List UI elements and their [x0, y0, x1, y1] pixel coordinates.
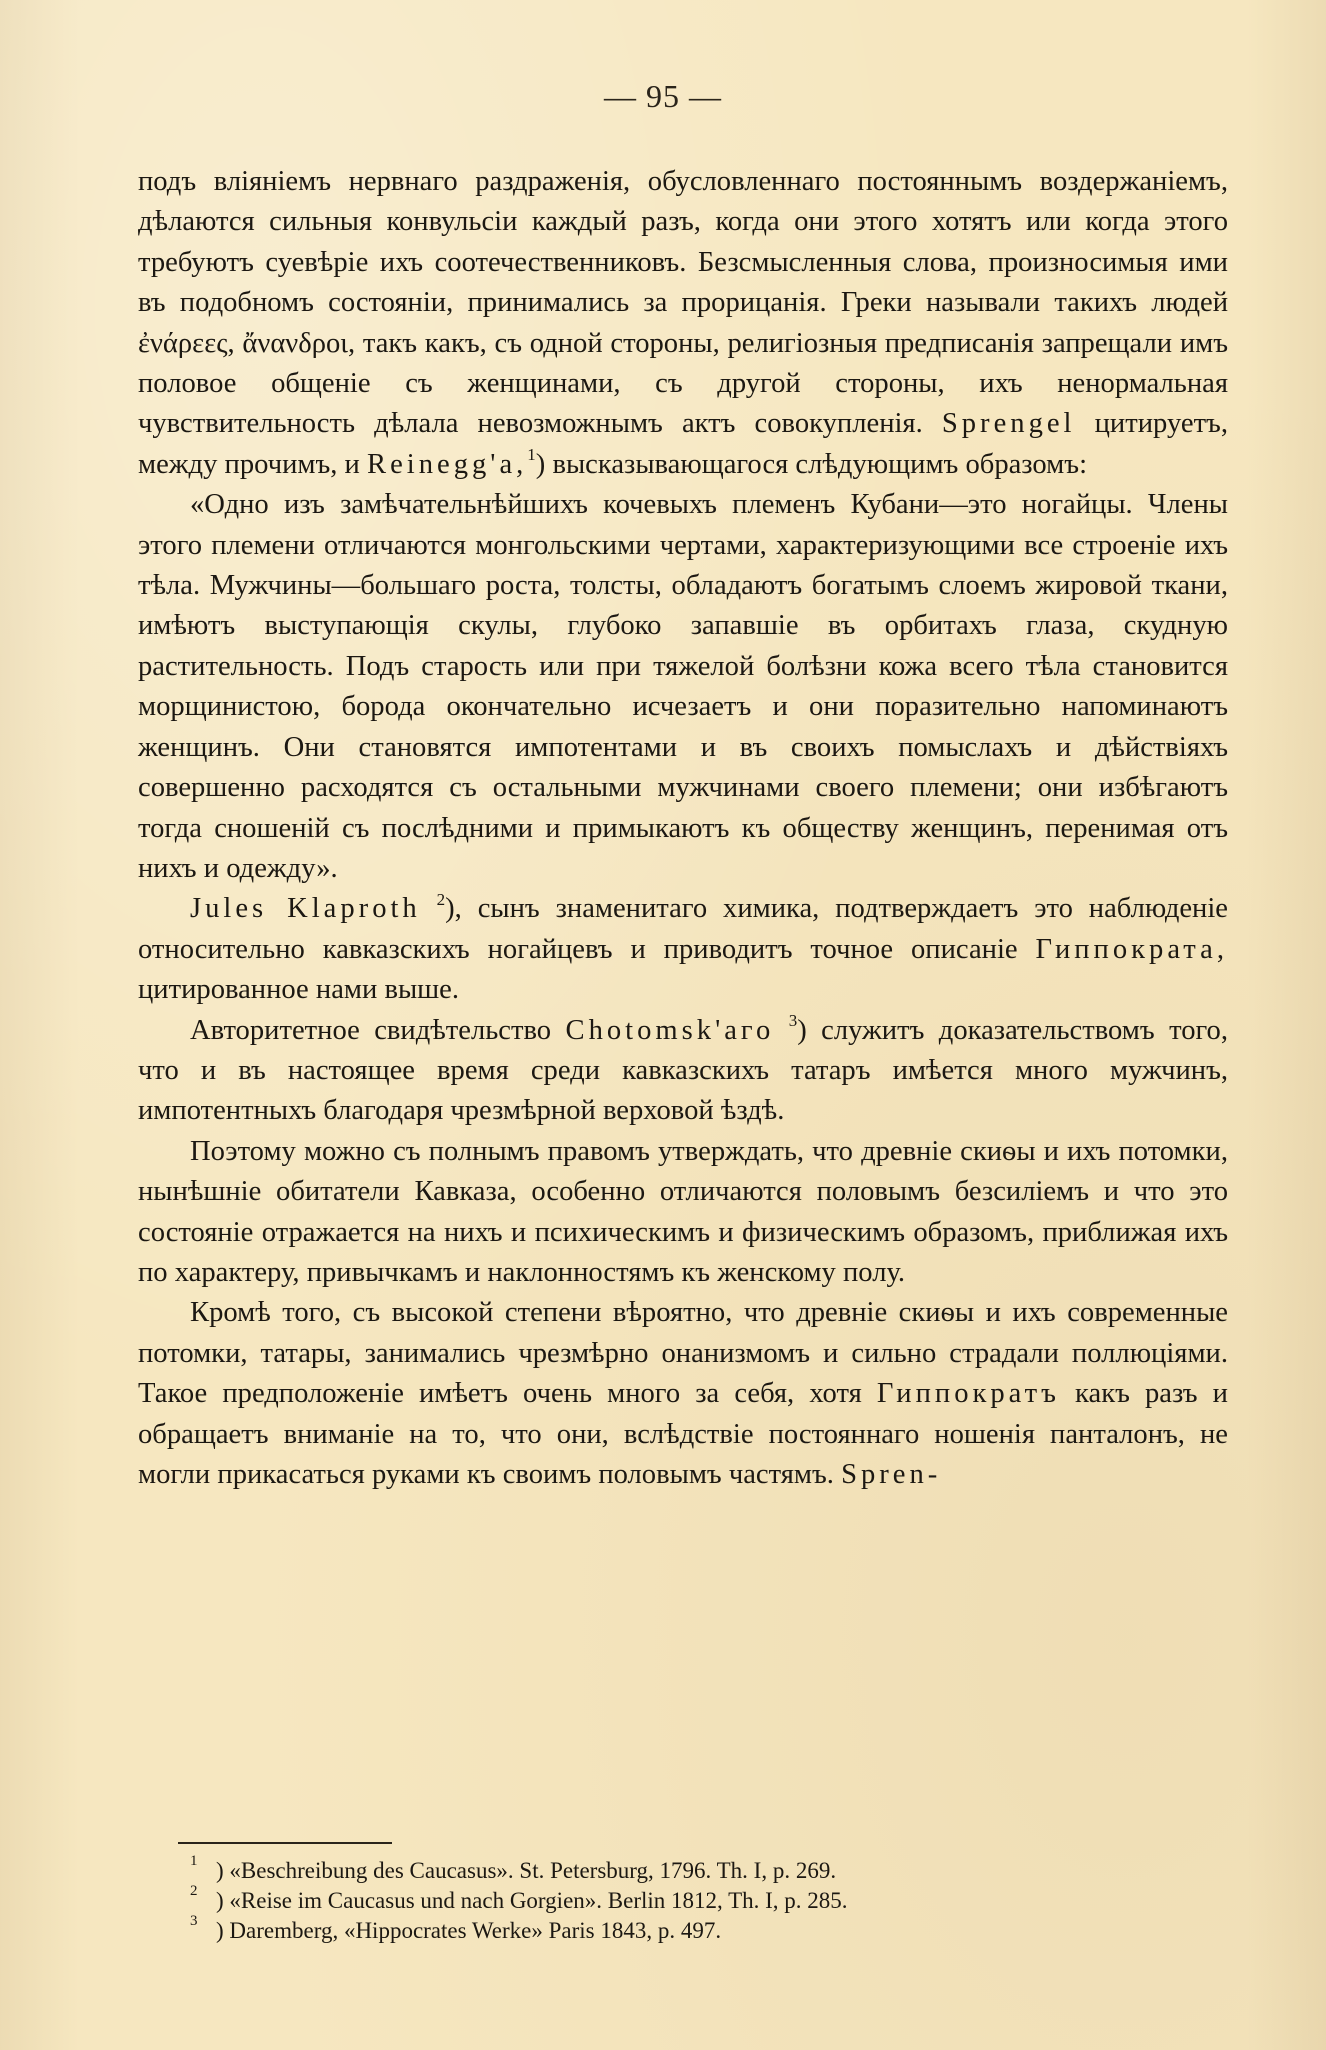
- paragraph: [138, 889, 1228, 1010]
- text-run: подъ вліяніемъ нервнаго раздраженія, обусловленнаго постояннымъ воздержаніемъ, дѣлаются сильныя конвульсіи каждый разъ, когда они этого хотятъ или когда этого требуютъ суевѣріе ихъ соотечественниковъ. Безсмысленныя слова, произносимыя ими въ подобномъ состояніи, принимались за прорицанія. Греки называли такихъ людей ἐνάρεες, ἄνανδροι, такъ какъ, съ одной стороны, религіозныя предписанія запрещали имъ половое общеніе съ женщинами, съ другой стороны, ихъ ненормальная чувствительность дѣлала невозможнымъ актъ совокупленія.: [138, 166, 1228, 440]
- paragraph: [138, 485, 1228, 889]
- paragraph: [138, 1132, 1228, 1294]
- paragraph: [138, 1011, 1228, 1132]
- footnote: [190, 1883, 1190, 1916]
- spaced-name: Chotomsk'аго: [565, 1014, 775, 1046]
- text-run: цитированное нами выше.: [138, 974, 460, 1006]
- page-number: — 95 —: [604, 78, 722, 114]
- spaced-name: Гиппократъ: [876, 1378, 1060, 1410]
- paragraph: [138, 1293, 1228, 1495]
- spaced-name: Spren-: [841, 1459, 942, 1490]
- footnote-text: ) «Beschreibung des Caucasus». St. Petersburg, 1796. Th. I, p. 269.: [216, 1858, 837, 1883]
- footnote-reference: 2: [436, 889, 446, 909]
- text-run: какъ разъ и обращаетъ вниманіе на то, что они, вслѣдствіе постояннаго ношенія панталонъ, не могли прикасаться руками къ своимъ половымъ частямъ.: [138, 1378, 1228, 1490]
- text-run: [421, 893, 437, 924]
- text-run: ) высказывающагося слѣдующимъ образомъ:: [535, 448, 1088, 480]
- text-run: «Одно изъ замѣчательнѣйшихъ кочевыхъ племенъ Кубани—это ногайцы. Члены этого племени отличаются монгольскими чертами, характеризующими все строеніе ихъ тѣла. Мужчины—большаго роста, толсты, обладаютъ богатымъ слоемъ жировой ткани, имѣютъ выступающія скулы, глубоко запавшіе въ орбитахъ глаза, скудную растительность. Подъ старость или при тяжелой болѣзни кожа всего тѣла становится морщинистою, борода окончательно исчезаетъ и они поразительно напоминаютъ женщинъ. Они становятся импотентами и въ своихъ помыслахъ и дѣйствіяхъ совершенно расходятся съ остальными мужчинами своего племени; они избѣгаютъ тогда сношеній съ послѣдними и примыкаютъ къ обществу женщинъ, перенимая отъ нихъ и одежду».: [138, 489, 1228, 884]
- text-run: Поэтому можно съ полнымъ правомъ утверждать, что древніе скиѳы и ихъ потомки, нынѣшніе обитатели Кавказа, особенно отличаются половымъ безсиліемъ и что это состояніе отражается на нихъ и психическимъ и физическимъ образомъ, приближая ихъ по характеру, привычкамъ и наклонностямъ къ женскому полу.: [138, 1135, 1228, 1288]
- text-run: Авторитетное свидѣтельство: [190, 1014, 566, 1046]
- footnote-divider: [178, 1842, 392, 1844]
- text-run: цитируетъ, между прочимъ, и: [138, 408, 1228, 480]
- spaced-name: Гиппократа,: [1035, 933, 1228, 965]
- footnote-mark: [190, 1853, 216, 1886]
- footnote-number: 3: [190, 1913, 198, 1930]
- text-run: ) служитъ доказательствомъ того, что и въ настоящее время среди кавказскихъ татаръ имѣется много мужчинъ, импотентныхъ благодаря чрезмѣрной верховой ѣздѣ.: [138, 1014, 1228, 1127]
- spaced-name: Jules Klaproth: [190, 893, 421, 925]
- footnote-mark: [190, 1913, 216, 1946]
- footnote-mark: [190, 1883, 216, 1916]
- footnote-number: 2: [190, 1883, 198, 1900]
- footnote: [190, 1913, 1190, 1946]
- spaced-name: Sprengel: [941, 408, 1076, 440]
- footnote-reference: 3: [788, 1011, 798, 1030]
- text-run: [774, 1015, 788, 1046]
- footnote-number: 1: [190, 1853, 198, 1870]
- footnote: [190, 1853, 1190, 1886]
- text-run: ), сынъ знаменитаго химика, подтверждаетъ это наблюденіе относительно кавказскихъ ногайцевъ и приводитъ точное описаніе: [138, 893, 1228, 965]
- spaced-name: Reinegg'a,: [367, 448, 528, 480]
- text-run: Кромѣ того, съ высокой степени вѣроятно, что древніе скиѳы и ихъ современные потомки, татары, занимались чрезмѣрно онанизмомъ и сильно страдали поллюціями. Такое предположеніе имѣетъ очень много за себя, хотя: [138, 1297, 1228, 1410]
- paragraph: [138, 162, 1228, 485]
- footnote-reference: 1: [527, 445, 536, 465]
- footnote-text: ) «Reise im Caucasus und nach Gorgien». Berlin 1812, Th. I, p. 285.: [216, 1888, 848, 1913]
- footnotes: [190, 1853, 1190, 1946]
- main-text: [138, 162, 1228, 1495]
- footnote-text: ) Daremberg, «Hippocrates Werke» Paris 1843, p. 497.: [216, 1918, 722, 1943]
